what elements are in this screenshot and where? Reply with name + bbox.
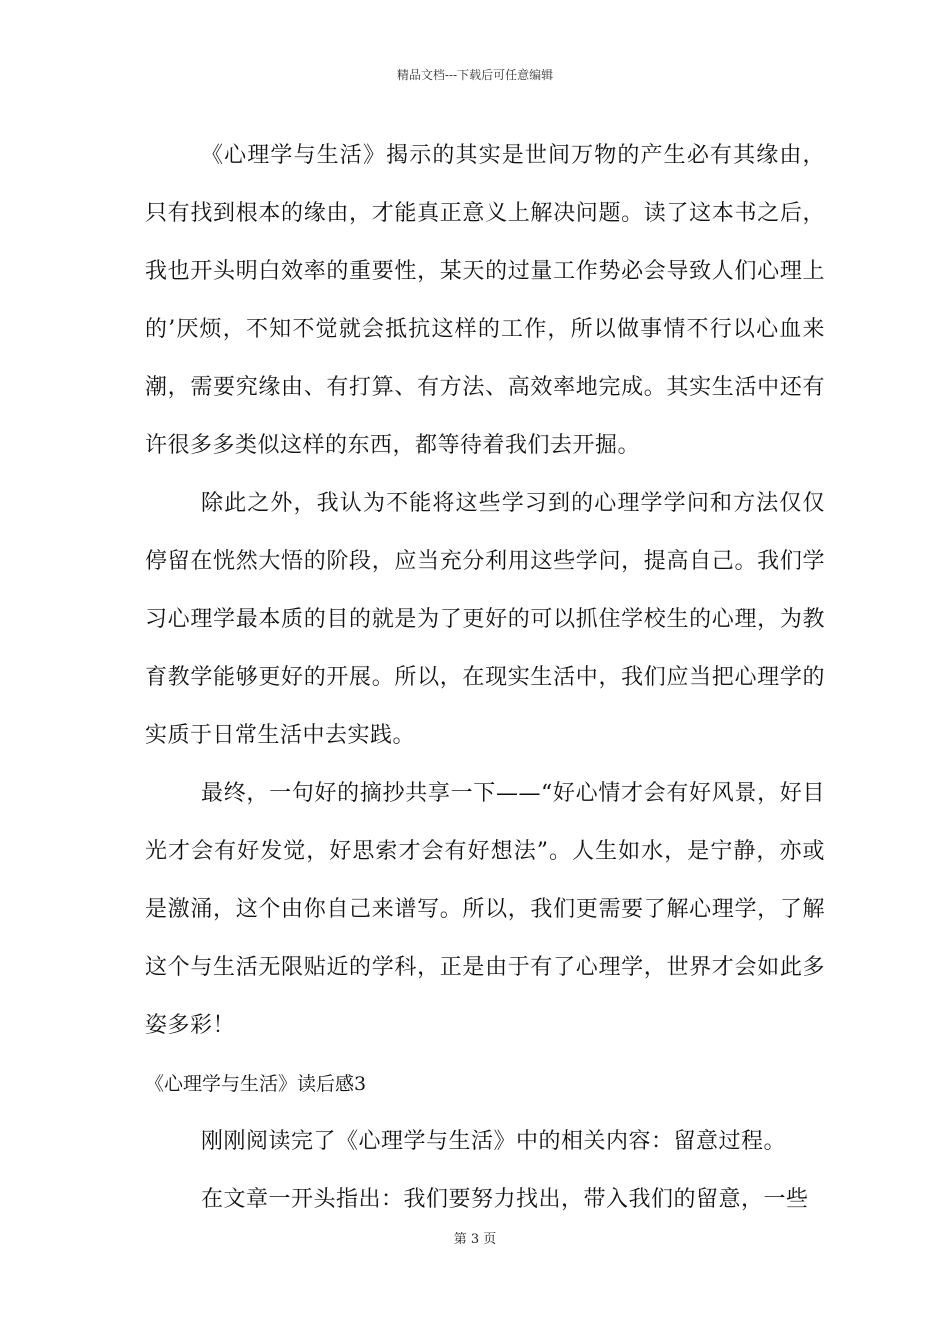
paragraph-1: 《心理学与生活》揭示的其实是世间万物的产生必有其缘由，只有找到根本的缘由，才能真正意义上解决问题。读了这本书之后，我也开头明白效率的重要性，某天的过量工作势必会导致人们心理上的’厌烦，不知不觉就会抵抗这样的工作，所以做事情不行以心血来潮，需要究缘由、有打算、有方法、高效率地完成。其实生活中还有许很多多类似这样的东西，都等待着我们去开掘。: [145, 143, 825, 458]
document-body: [145, 127, 825, 1229]
paragraph-2: 除此之外，我认为不能将这些学习到的心理学学问和方法仅仅停留在恍然大悟的阶段，应当充分利用这些学问，提高自己。我们学习心理学最本质的目的就是为了更好的可以抓住学校生的心理，为教育教学能够更好的开展。所以，在现实生活中，我们应当把心理学的实质于日常生活中去实践。: [145, 491, 825, 748]
page-header: 精品文档---下载后可任意编辑: [396, 68, 554, 82]
paragraph-3: 最终，一句好的摘抄共享一下——“好心情才会有好风景，好目光才会有好发觉，好思索才会有好想法”。人生如水，是宁静，亦或是激涌，这个由你自己来谱写。所以，我们更需要了解心理学，了解这个与生活无限贴近的学科，正是由于有了心理学，世界才会如此多姿多彩！: [145, 781, 825, 1038]
page-footer: 第 3 页: [453, 1232, 497, 1247]
section-heading: 《心理学与生活》读后感3: [145, 1073, 367, 1095]
section-paragraph-2: 在文章一开头指出：我们要努力找出，带入我们的留意，一些: [201, 1187, 809, 1212]
section-paragraph-1: 刚刚阅读完了《心理学与生活》中的相关内容：留意过程。: [201, 1129, 787, 1154]
